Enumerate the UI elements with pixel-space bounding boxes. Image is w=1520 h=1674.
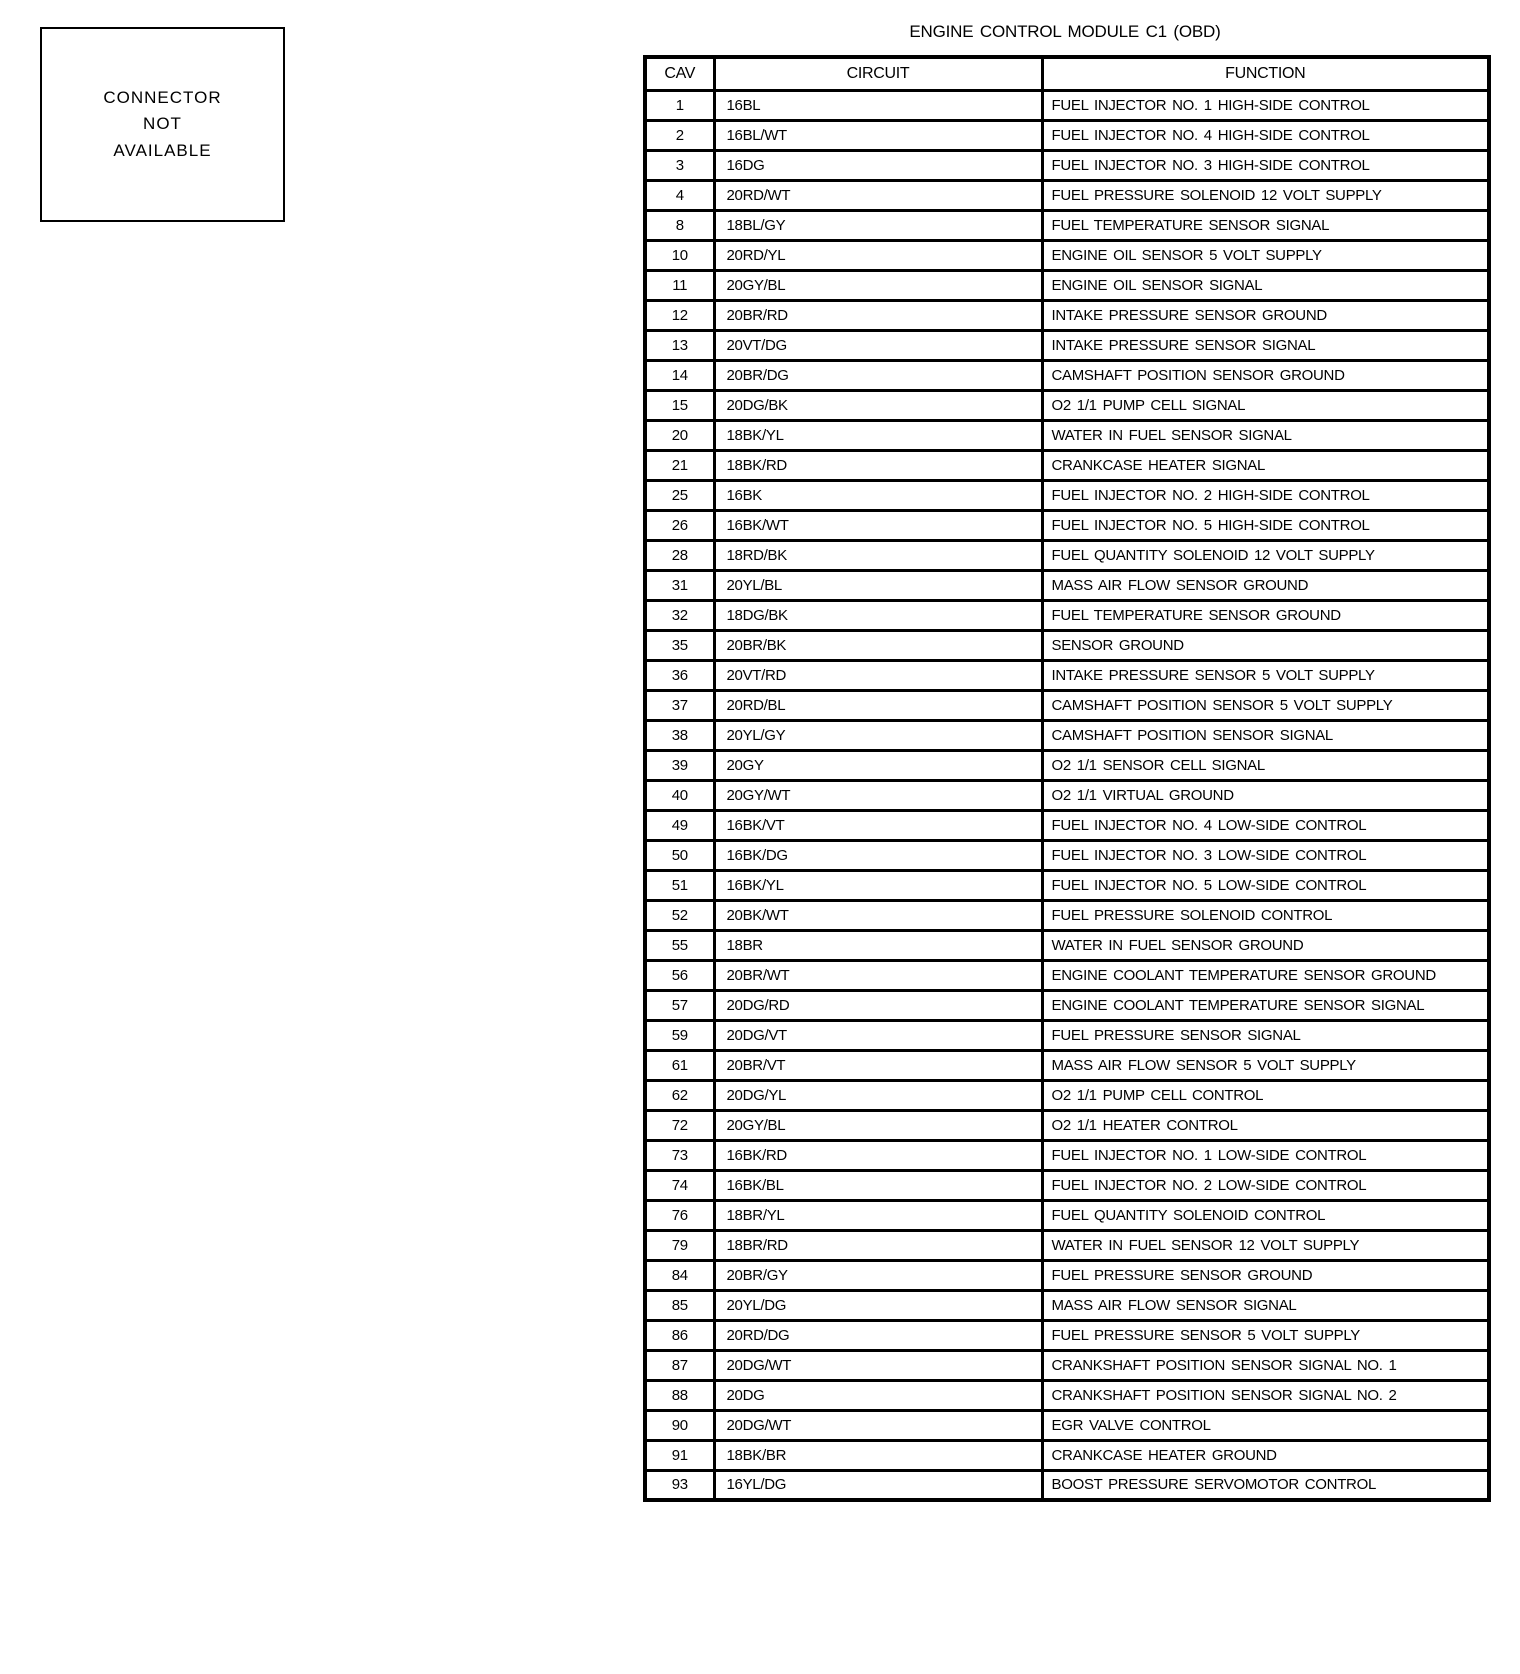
cav-cell: 4 [645,180,714,210]
table-row [645,1170,1489,1200]
table-row [645,870,1489,900]
cav-cell: 73 [645,1140,714,1170]
function-cell: CRANKSHAFT POSITION SENSOR SIGNAL NO. 2 [1042,1380,1489,1410]
table-row [645,750,1489,780]
circuit-cell: 20DG/BK [714,390,1042,420]
circuit-cell: 16BK/BL [714,1170,1042,1200]
function-cell: O2 1/1 HEATER CONTROL [1042,1110,1489,1140]
cav-cell: 40 [645,780,714,810]
table-row [645,1440,1489,1470]
function-cell: FUEL INJECTOR NO. 4 HIGH-SIDE CONTROL [1042,120,1489,150]
function-cell: MASS AIR FLOW SENSOR GROUND [1042,570,1489,600]
cav-cell: 74 [645,1170,714,1200]
function-cell: CAMSHAFT POSITION SENSOR GROUND [1042,360,1489,390]
function-cell: ENGINE COOLANT TEMPERATURE SENSOR GROUND [1042,960,1489,990]
circuit-cell: 18BK/RD [714,450,1042,480]
table-row [645,330,1489,360]
page-title: ENGINE CONTROL MODULE C1 (OBD) [909,22,1221,41]
circuit-cell: 20BR/BK [714,630,1042,660]
cav-cell: 88 [645,1380,714,1410]
function-cell: FUEL PRESSURE SENSOR GROUND [1042,1260,1489,1290]
circuit-cell: 18RD/BK [714,540,1042,570]
cav-cell: 49 [645,810,714,840]
cav-cell: 87 [645,1350,714,1380]
circuit-cell: 20DG/YL [714,1080,1042,1110]
function-cell: O2 1/1 PUMP CELL SIGNAL [1042,390,1489,420]
circuit-cell: 18BL/GY [714,210,1042,240]
function-cell: FUEL INJECTOR NO. 4 LOW-SIDE CONTROL [1042,810,1489,840]
circuit-cell: 20VT/RD [714,660,1042,690]
table-row [645,1230,1489,1260]
circuit-cell: 20BR/VT [714,1050,1042,1080]
circuit-cell: 20RD/DG [714,1320,1042,1350]
table-row [645,480,1489,510]
function-cell: FUEL INJECTOR NO. 1 LOW-SIDE CONTROL [1042,1140,1489,1170]
cav-cell: 52 [645,900,714,930]
cav-cell: 10 [645,240,714,270]
cav-cell: 55 [645,930,714,960]
circuit-cell: 20DG/WT [714,1350,1042,1380]
circuit-cell: 16BK/YL [714,870,1042,900]
cav-cell: 86 [645,1320,714,1350]
function-cell: WATER IN FUEL SENSOR SIGNAL [1042,420,1489,450]
function-cell: ENGINE OIL SENSOR 5 VOLT SUPPLY [1042,240,1489,270]
cav-cell: 3 [645,150,714,180]
function-cell: CRANKCASE HEATER SIGNAL [1042,450,1489,480]
circuit-cell: 20YL/DG [714,1290,1042,1320]
table-row [645,690,1489,720]
function-cell: ENGINE COOLANT TEMPERATURE SENSOR SIGNAL [1042,990,1489,1020]
cav-cell: 14 [645,360,714,390]
circuit-cell: 20DG/WT [714,1410,1042,1440]
table-row [645,1380,1489,1410]
function-cell: INTAKE PRESSURE SENSOR 5 VOLT SUPPLY [1042,660,1489,690]
cav-cell: 50 [645,840,714,870]
function-cell: CRANKSHAFT POSITION SENSOR SIGNAL NO. 1 [1042,1350,1489,1380]
circuit-cell: 20GY/WT [714,780,1042,810]
function-cell: O2 1/1 PUMP CELL CONTROL [1042,1080,1489,1110]
function-cell: FUEL PRESSURE SENSOR 5 VOLT SUPPLY [1042,1320,1489,1350]
function-cell: O2 1/1 SENSOR CELL SIGNAL [1042,750,1489,780]
circuit-cell: 20DG/VT [714,1020,1042,1050]
function-cell: FUEL TEMPERATURE SENSOR SIGNAL [1042,210,1489,240]
function-cell: MASS AIR FLOW SENSOR 5 VOLT SUPPLY [1042,1050,1489,1080]
cav-cell: 91 [645,1440,714,1470]
table-row [645,1470,1489,1500]
circuit-cell: 20DG [714,1380,1042,1410]
circuit-cell: 20BR/WT [714,960,1042,990]
circuit-cell: 18BR/YL [714,1200,1042,1230]
function-cell: FUEL INJECTOR NO. 3 HIGH-SIDE CONTROL [1042,150,1489,180]
function-cell: FUEL INJECTOR NO. 1 HIGH-SIDE CONTROL [1042,90,1489,120]
function-cell: CAMSHAFT POSITION SENSOR SIGNAL [1042,720,1489,750]
circuit-cell: 18DG/BK [714,600,1042,630]
circuit-cell: 18BK/YL [714,420,1042,450]
table-row [645,300,1489,330]
cav-cell: 21 [645,450,714,480]
cav-cell: 2 [645,120,714,150]
connector-box-line: AVAILABLE [113,140,212,160]
function-cell: CRANKCASE HEATER GROUND [1042,1440,1489,1470]
circuit-cell: 20GY/BL [714,270,1042,300]
cav-cell: 12 [645,300,714,330]
cav-cell: 62 [645,1080,714,1110]
cav-cell: 31 [645,570,714,600]
table-row [645,1020,1489,1050]
cav-cell: 37 [645,690,714,720]
pinout-table [643,55,1491,1502]
table-row [645,510,1489,540]
cav-cell: 8 [645,210,714,240]
connector-box-line: CONNECTOR [103,87,222,107]
circuit-cell: 20BR/GY [714,1260,1042,1290]
cav-cell: 25 [645,480,714,510]
table-row [645,1050,1489,1080]
table-row [645,1200,1489,1230]
function-cell: FUEL PRESSURE SOLENOID CONTROL [1042,900,1489,930]
table-row [645,570,1489,600]
cav-cell: 35 [645,630,714,660]
table-row [645,150,1489,180]
circuit-cell: 18BR/RD [714,1230,1042,1260]
cav-cell: 59 [645,1020,714,1050]
table-row [645,240,1489,270]
function-cell: FUEL INJECTOR NO. 3 LOW-SIDE CONTROL [1042,840,1489,870]
table-row [645,1110,1489,1140]
column-header-cav: CAV [645,57,714,90]
function-cell: WATER IN FUEL SENSOR GROUND [1042,930,1489,960]
cav-cell: 51 [645,870,714,900]
function-cell: ENGINE OIL SENSOR SIGNAL [1042,270,1489,300]
cav-cell: 90 [645,1410,714,1440]
cav-cell: 36 [645,660,714,690]
table-row [645,960,1489,990]
circuit-cell: 20YL/BL [714,570,1042,600]
cav-cell: 72 [645,1110,714,1140]
function-cell: FUEL TEMPERATURE SENSOR GROUND [1042,600,1489,630]
table-row [645,1320,1489,1350]
cav-cell: 20 [645,420,714,450]
circuit-cell: 16DG [714,150,1042,180]
table-row [645,210,1489,240]
circuit-cell: 20DG/RD [714,990,1042,1020]
function-cell: FUEL PRESSURE SENSOR SIGNAL [1042,1020,1489,1050]
circuit-cell: 20RD/WT [714,180,1042,210]
table-row [645,420,1489,450]
circuit-cell: 16BK/DG [714,840,1042,870]
table-row [645,1140,1489,1170]
table-row [645,1350,1489,1380]
cav-cell: 61 [645,1050,714,1080]
cav-cell: 11 [645,270,714,300]
circuit-cell: 16BK/WT [714,510,1042,540]
cav-cell: 38 [645,720,714,750]
table-row [645,360,1489,390]
column-header-function: FUNCTION [1042,57,1489,90]
cav-cell: 32 [645,600,714,630]
cav-cell: 26 [645,510,714,540]
function-cell: FUEL INJECTOR NO. 5 HIGH-SIDE CONTROL [1042,510,1489,540]
table-header-row [645,57,1489,90]
table-row [645,900,1489,930]
table-row [645,600,1489,630]
cav-cell: 28 [645,540,714,570]
function-cell: EGR VALVE CONTROL [1042,1410,1489,1440]
cav-cell: 79 [645,1230,714,1260]
table-row [645,540,1489,570]
cav-cell: 15 [645,390,714,420]
function-cell: O2 1/1 VIRTUAL GROUND [1042,780,1489,810]
function-cell: BOOST PRESSURE SERVOMOTOR CONTROL [1042,1470,1489,1500]
function-cell: INTAKE PRESSURE SENSOR GROUND [1042,300,1489,330]
table-row [645,660,1489,690]
circuit-cell: 20BK/WT [714,900,1042,930]
cav-cell: 39 [645,750,714,780]
table-row [645,90,1489,120]
circuit-cell: 16BL/WT [714,120,1042,150]
table-row [645,840,1489,870]
circuit-cell: 16BL [714,90,1042,120]
function-cell: CAMSHAFT POSITION SENSOR 5 VOLT SUPPLY [1042,690,1489,720]
table-row [645,630,1489,660]
table-row [645,1410,1489,1440]
circuit-cell: 16BK/RD [714,1140,1042,1170]
table-row [645,450,1489,480]
cav-cell: 1 [645,90,714,120]
function-cell: SENSOR GROUND [1042,630,1489,660]
circuit-cell: 20GY/BL [714,1110,1042,1140]
table-row [645,930,1489,960]
connector-not-available-box [40,27,285,222]
function-cell: INTAKE PRESSURE SENSOR SIGNAL [1042,330,1489,360]
function-cell: WATER IN FUEL SENSOR 12 VOLT SUPPLY [1042,1230,1489,1260]
column-header-circuit: CIRCUIT [714,57,1042,90]
circuit-cell: 16BK/VT [714,810,1042,840]
cav-cell: 93 [645,1470,714,1500]
table-row [645,810,1489,840]
function-cell: FUEL QUANTITY SOLENOID CONTROL [1042,1200,1489,1230]
cav-cell: 13 [645,330,714,360]
circuit-cell: 20GY [714,750,1042,780]
table-row [645,720,1489,750]
circuit-cell: 16BK [714,480,1042,510]
table-row [645,1290,1489,1320]
circuit-cell: 20RD/YL [714,240,1042,270]
function-cell: FUEL QUANTITY SOLENOID 12 VOLT SUPPLY [1042,540,1489,570]
circuit-cell: 20BR/RD [714,300,1042,330]
table-row [645,990,1489,1020]
cav-cell: 84 [645,1260,714,1290]
pinout-table-body [645,90,1489,1500]
table-row [645,1260,1489,1290]
circuit-cell: 20YL/GY [714,720,1042,750]
table-row [645,390,1489,420]
table-row [645,270,1489,300]
function-cell: FUEL INJECTOR NO. 5 LOW-SIDE CONTROL [1042,870,1489,900]
cav-cell: 56 [645,960,714,990]
circuit-cell: 20VT/DG [714,330,1042,360]
function-cell: MASS AIR FLOW SENSOR SIGNAL [1042,1290,1489,1320]
table-row [645,780,1489,810]
circuit-cell: 16YL/DG [714,1470,1042,1500]
cav-cell: 76 [645,1200,714,1230]
function-cell: FUEL INJECTOR NO. 2 HIGH-SIDE CONTROL [1042,480,1489,510]
circuit-cell: 20RD/BL [714,690,1042,720]
circuit-cell: 20BR/DG [714,360,1042,390]
table-row [645,120,1489,150]
circuit-cell: 18BK/BR [714,1440,1042,1470]
cav-cell: 85 [645,1290,714,1320]
connector-box-line: NOT [143,114,182,134]
cav-cell: 57 [645,990,714,1020]
function-cell: FUEL INJECTOR NO. 2 LOW-SIDE CONTROL [1042,1170,1489,1200]
circuit-cell: 18BR [714,930,1042,960]
table-row [645,1080,1489,1110]
table-row [645,180,1489,210]
function-cell: FUEL PRESSURE SOLENOID 12 VOLT SUPPLY [1042,180,1489,210]
